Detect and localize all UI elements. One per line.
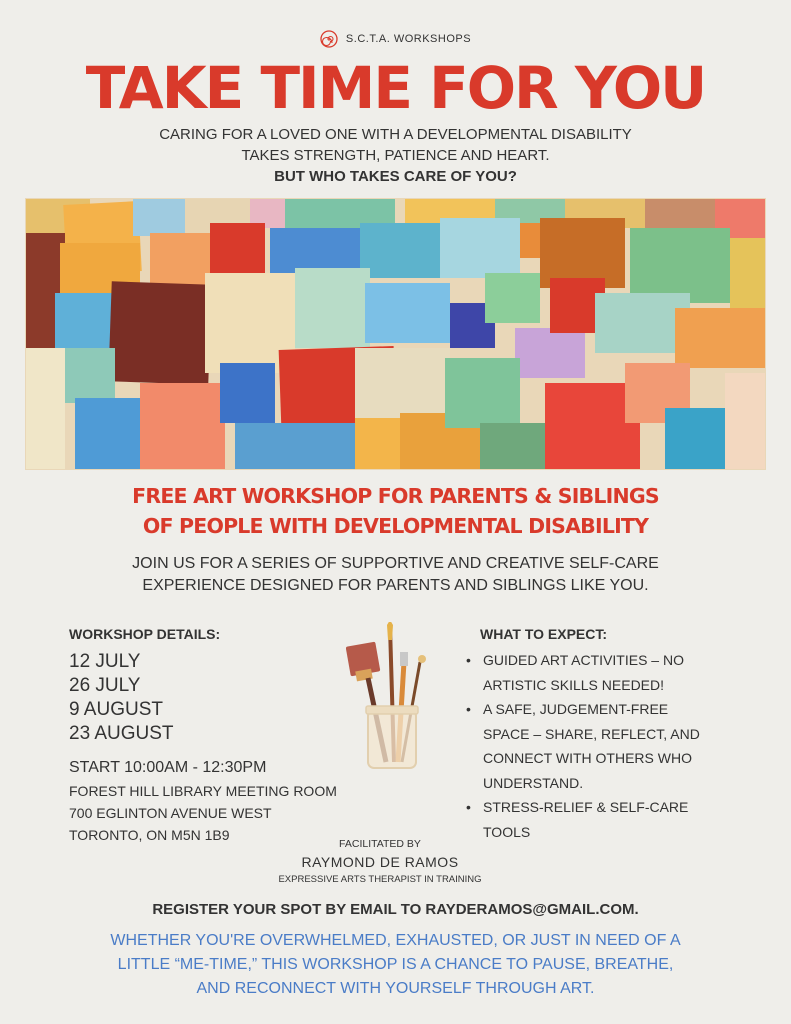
date-item: 12 JULY <box>69 651 141 672</box>
street-address: 700 EGLINTON AVENUE WEST <box>69 805 272 821</box>
join-line-1: JOIN US FOR A SERIES OF SUPPORTIVE AND CREATIVE SELF-CARE <box>132 555 659 572</box>
list-item: • A SAFE, JUDGEMENT-FREE SPACE – SHARE, REFLECT, AND CONNECT WITH OTHERS WHO UNDERSTAND. <box>463 697 713 795</box>
list-item: • GUIDED ART ACTIVITIES – NO ARTISTIC SKILLS NEEDED! <box>463 648 713 697</box>
dates-list <box>69 650 379 746</box>
facilitator-label: FACILITATED BY <box>339 838 421 850</box>
venue-name: FOREST HILL LIBRARY MEETING ROOM <box>69 783 337 799</box>
city-address: TORONTO, ON M5N 1B9 <box>69 827 230 843</box>
start-time: START 10:00AM - 12:30PM <box>69 759 267 776</box>
closing-message <box>0 929 791 1001</box>
date-item: 26 JULY <box>69 675 141 696</box>
date-item: 23 AUGUST <box>69 723 174 744</box>
details-heading: WORKSHOP DETAILS: <box>69 626 221 642</box>
intro-line-2: TAKES STRENGTH, PATIENCE AND HEART. <box>241 147 550 164</box>
facilitator-name: RAYMOND DE RAMOS <box>301 854 459 870</box>
brand-header <box>0 30 791 48</box>
expect-list <box>463 648 713 844</box>
what-to-expect <box>463 626 713 844</box>
workshop-details <box>69 626 379 845</box>
brand-name: S.C.T.A. WORKSHOPS <box>345 33 472 45</box>
abstract-painting <box>25 198 766 470</box>
facilitator-block <box>180 837 580 887</box>
list-item: • STRESS-RELIEF & SELF-CARE TOOLS <box>463 795 713 844</box>
register-instructions: REGISTER YOUR SPOT BY EMAIL TO RAYDERAMOS@GMAIL.COM. <box>152 901 639 918</box>
paintbrush-jar-icon <box>346 622 436 772</box>
headline-line-2: OF PEOPLE WITH DEVELOPMENTAL DISABILITY <box>142 514 649 538</box>
join-text <box>0 553 791 597</box>
intro-question: BUT WHO TAKES CARE OF YOU? <box>274 168 517 185</box>
expect-heading: WHAT TO EXPECT: <box>480 626 608 642</box>
intro-text <box>0 124 791 187</box>
date-item: 9 AUGUST <box>69 699 163 720</box>
spiral-icon <box>320 30 338 48</box>
workshop-headline <box>0 481 791 541</box>
facilitator-role: EXPRESSIVE ARTS THERAPIST IN TRAINING <box>278 874 482 885</box>
intro-line-1: CARING FOR A LOVED ONE WITH A DEVELOPMENTAL DISABILITY <box>159 126 632 143</box>
closing-line-3: AND RECONNECT WITH YOURSELF THROUGH ART. <box>196 980 595 997</box>
closing-line-2: LITTLE “ME-TIME,” THIS WORKSHOP IS A CHANCE TO PAUSE, BREATHE, <box>117 956 674 973</box>
page-title: TAKE TIME FOR YOU <box>85 54 706 122</box>
headline-line-1: FREE ART WORKSHOP FOR PARENTS & SIBLINGS <box>132 484 659 508</box>
join-line-2: EXPERIENCE DESIGNED FOR PARENTS AND SIBLINGS LIKE YOU. <box>142 577 649 594</box>
closing-line-1: WHETHER YOU'RE OVERWHELMED, EXHAUSTED, OR JUST IN NEED OF A <box>110 932 681 949</box>
